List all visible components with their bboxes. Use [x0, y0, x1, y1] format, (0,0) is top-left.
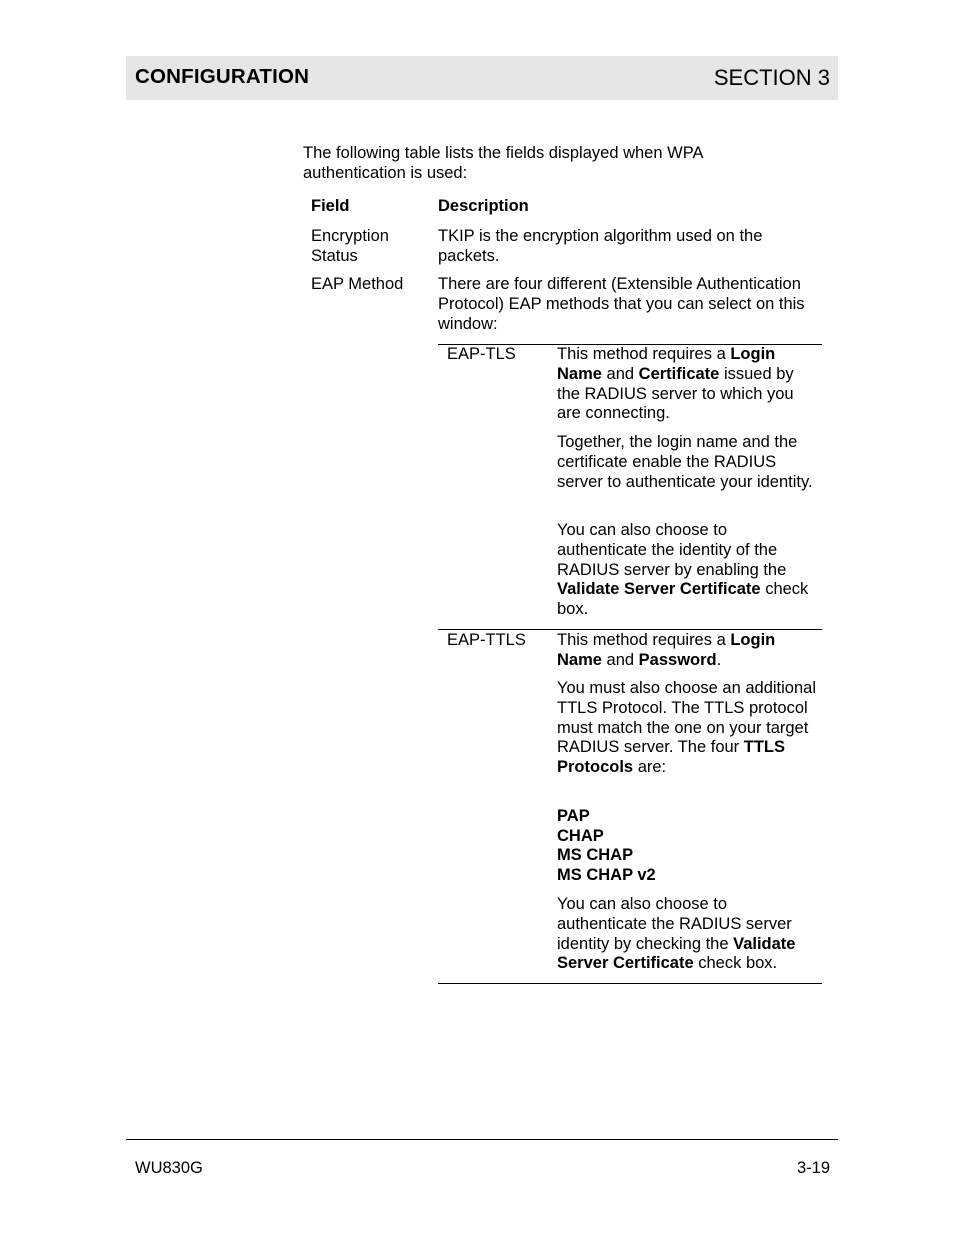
- ttls-protocol-chap: CHAP: [557, 827, 604, 845]
- footer-model: WU830G: [135, 1159, 203, 1177]
- column-header-field: Field: [311, 197, 350, 215]
- eap-tls-name: EAP-TLS: [447, 345, 516, 363]
- eap-ttls-name: EAP-TTLS: [447, 631, 526, 649]
- description-encryption-status: TKIP is the encryption algorithm used on the packets.: [438, 227, 763, 265]
- subtable-divider: [438, 629, 822, 630]
- eap-tls-paragraph-3: You can also choose to authenticate the identity of the RADIUS server by enabling the Validate Server Certificate check box.: [557, 521, 809, 619]
- ttls-protocol-ms-chap-v2: MS CHAP v2: [557, 866, 656, 884]
- page-number: 3-19: [796, 1159, 830, 1177]
- section-header: [126, 56, 838, 100]
- chapter-title: CONFIGURATION: [135, 65, 310, 88]
- ttls-protocol-pap: PAP: [557, 807, 590, 825]
- footer-divider: [126, 1139, 838, 1140]
- field-encryption-status: Encryption Status: [311, 227, 389, 265]
- section-label: SECTION 3: [713, 65, 830, 90]
- eap-ttls-paragraph-3: You can also choose to authenticate the RADIUS server identity by checking the Validate Server Certificate check box.: [557, 895, 796, 973]
- eap-tls-paragraph-2: Together, the login name and the certificate enable the RADIUS server to authenticate your identity.: [557, 433, 813, 491]
- ttls-protocol-ms-chap: MS CHAP: [557, 846, 634, 864]
- intro-paragraph: The following table lists the fields displayed when WPA authentication is used:: [303, 144, 703, 182]
- field-eap-method: EAP Method: [311, 275, 404, 293]
- eap-tls-paragraph-1: This method requires a Login Name and Certificate issued by the RADIUS server to which you are connecting.: [557, 345, 794, 423]
- column-header-description: Description: [438, 197, 529, 215]
- table-bottom-rule: [438, 983, 822, 984]
- eap-ttls-paragraph-1: This method requires a Login Name and Password.: [557, 631, 776, 669]
- description-eap-method: There are four different (Extensible Authentication Protocol) EAP methods that you can select on this window:: [438, 275, 805, 333]
- eap-ttls-paragraph-2: You must also choose an additional TTLS Protocol. The TTLS protocol must match the one on your target RADIUS server. The four TTLS Protocols are:: [557, 679, 816, 777]
